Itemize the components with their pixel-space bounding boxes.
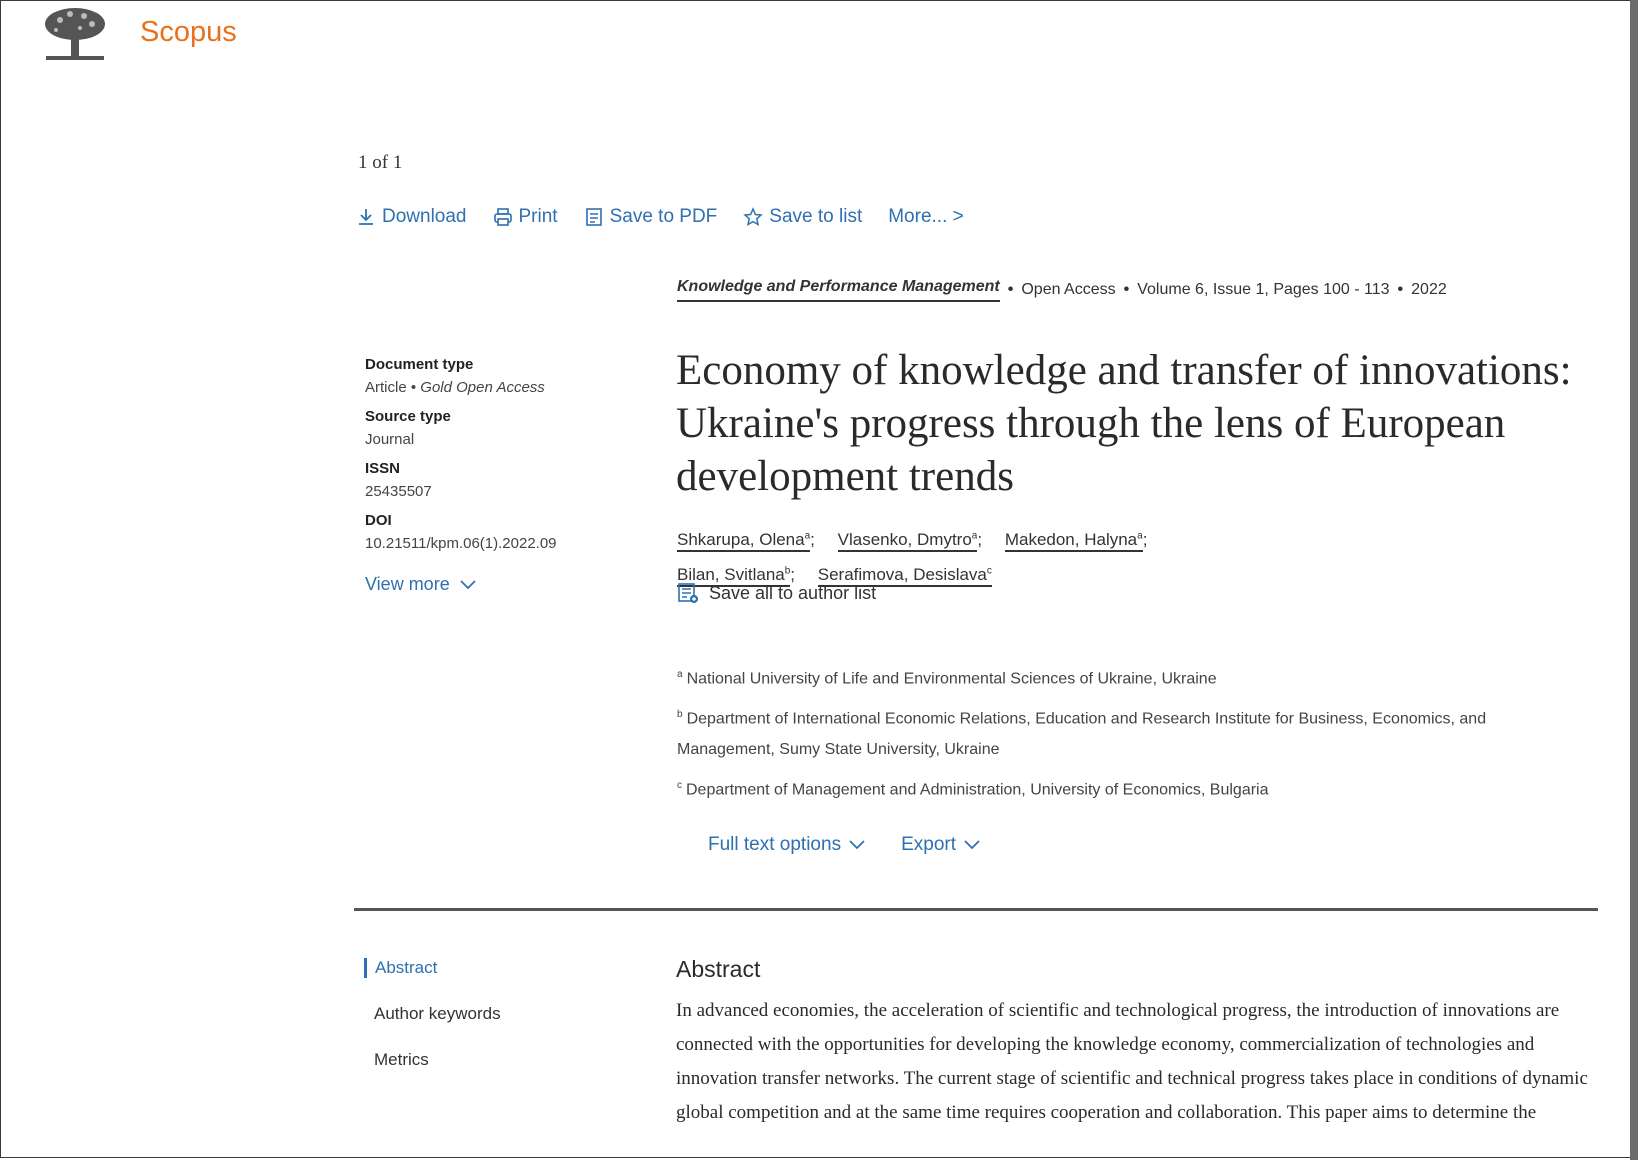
affiliation-item: $^b$ Department of International Economic Relations, Education and Research Institute for Business, Economics, and Management, Sumy State University, Ukraine [677,709,1487,758]
save-pdf-label: Save to PDF [609,206,718,227]
section-divider [354,908,1598,911]
view-more-label: View more [365,574,450,594]
export-label: Export [901,834,956,855]
sourcetype-label: Source type [365,408,451,425]
chevron-down-icon [460,580,476,590]
sourcetype-value: Journal [365,431,415,448]
doctype-text: Article [365,379,407,396]
issn-label: ISSN [365,460,401,477]
abstract-heading: Abstract [676,956,761,982]
affiliation-item: $^c$ Department of Management and Administration, University of Economics, Bulgaria [677,779,1269,798]
section-nav-metrics[interactable]: Metrics [374,1050,429,1069]
affiliation-item: $^a$ National University of Life and Environmental Sciences of Ukraine, Ukraine [677,669,1217,688]
save-pdf-button[interactable] [584,206,718,228]
author-link[interactable]: Vlasenko, Dmytro$^a$ [838,530,978,552]
doi-value[interactable]: 10.21511/kpm.06(1).2022.09 [365,535,557,552]
save-all-authors-button[interactable] [677,582,876,604]
section-nav-keywords[interactable]: Author keywords [374,1004,501,1023]
scopus-brand[interactable]: Scopus [140,16,237,48]
full-text-label: Full text options [708,834,842,855]
scrollbar[interactable] [1630,0,1638,1160]
more-button[interactable] [888,206,964,228]
doctype-label: Document type [365,356,474,373]
save-list-button[interactable] [743,206,862,228]
publication-year: 2022 [1411,281,1447,298]
author-link[interactable]: Shkarupa, Olena$^a$ [677,530,810,552]
result-pager: 1 of 1 [358,152,403,173]
journal-link[interactable]: Knowledge and Performance Management [677,278,1000,302]
separator-dot: • [1123,281,1130,298]
printer-icon [493,207,513,227]
save-all-label: Save all to author list [709,582,877,603]
document-actions [708,834,980,856]
print-label: Print [518,206,558,227]
doctype-access: Gold Open Access [420,379,545,396]
section-nav [364,958,501,1096]
author-list-icon [677,582,699,604]
full-text-options-dropdown[interactable] [708,834,865,856]
download-button[interactable] [356,206,467,228]
author-link[interactable]: Bilan, Svitlana$^b$ [677,565,790,587]
source-line [677,278,1447,302]
more-label: More... > [888,206,964,227]
doi-label: DOI [365,512,392,529]
star-icon [743,207,763,227]
elsevier-tree-logo [40,6,110,66]
author-list: Shkarupa, Olena$^a$; Vlasenko, Dmytro$^a$; Makedon, Halyna$^a$; Bilan, Svitlana$^b$; Serafimova, Desislava$^c$ [677,520,1557,591]
author-link[interactable]: Makedon, Halyna$^a$ [1005,530,1143,552]
document-toolbar [356,206,964,228]
author-link[interactable]: Serafimova, Desislava$^c$ [818,565,992,587]
doctype-value: Article • Gold Open Access [365,379,545,396]
print-button[interactable] [493,206,558,228]
chevron-down-icon [964,840,980,850]
abstract-text: In advanced economies, the acceleration of scientific and technological progress, the introduction of innovations are connected with the opportunities for developing the knowledge economy, commercialization of technologies and innovation transfer networks. The current stage of scientific and technical progress takes place in conditions of dynamic global competition and at the same time requires cooperation and collaboration. This paper aims to determine the [676,1000,1588,1123]
document-title: Economy of knowledge and transfer of innovations: Ukraine's progress through the lens of European development trends [676,347,1572,500]
separator-dot: • [1397,281,1404,298]
document-meta [365,356,605,595]
download-icon [356,207,376,227]
access-type: Open Access [1021,281,1116,298]
download-label: Download [382,206,467,227]
separator-dot: • [1007,281,1014,298]
export-dropdown[interactable] [901,834,980,856]
chevron-down-icon [849,840,865,850]
affiliation-list [677,660,1537,811]
save-list-label: Save to list [769,206,863,227]
pdf-icon [584,207,604,227]
section-nav-abstract[interactable]: Abstract [364,958,501,978]
volume-info: Volume 6, Issue 1, Pages 100 - 113 [1137,281,1390,298]
issn-value: 25435507 [365,483,432,500]
view-more-button[interactable] [365,574,605,595]
